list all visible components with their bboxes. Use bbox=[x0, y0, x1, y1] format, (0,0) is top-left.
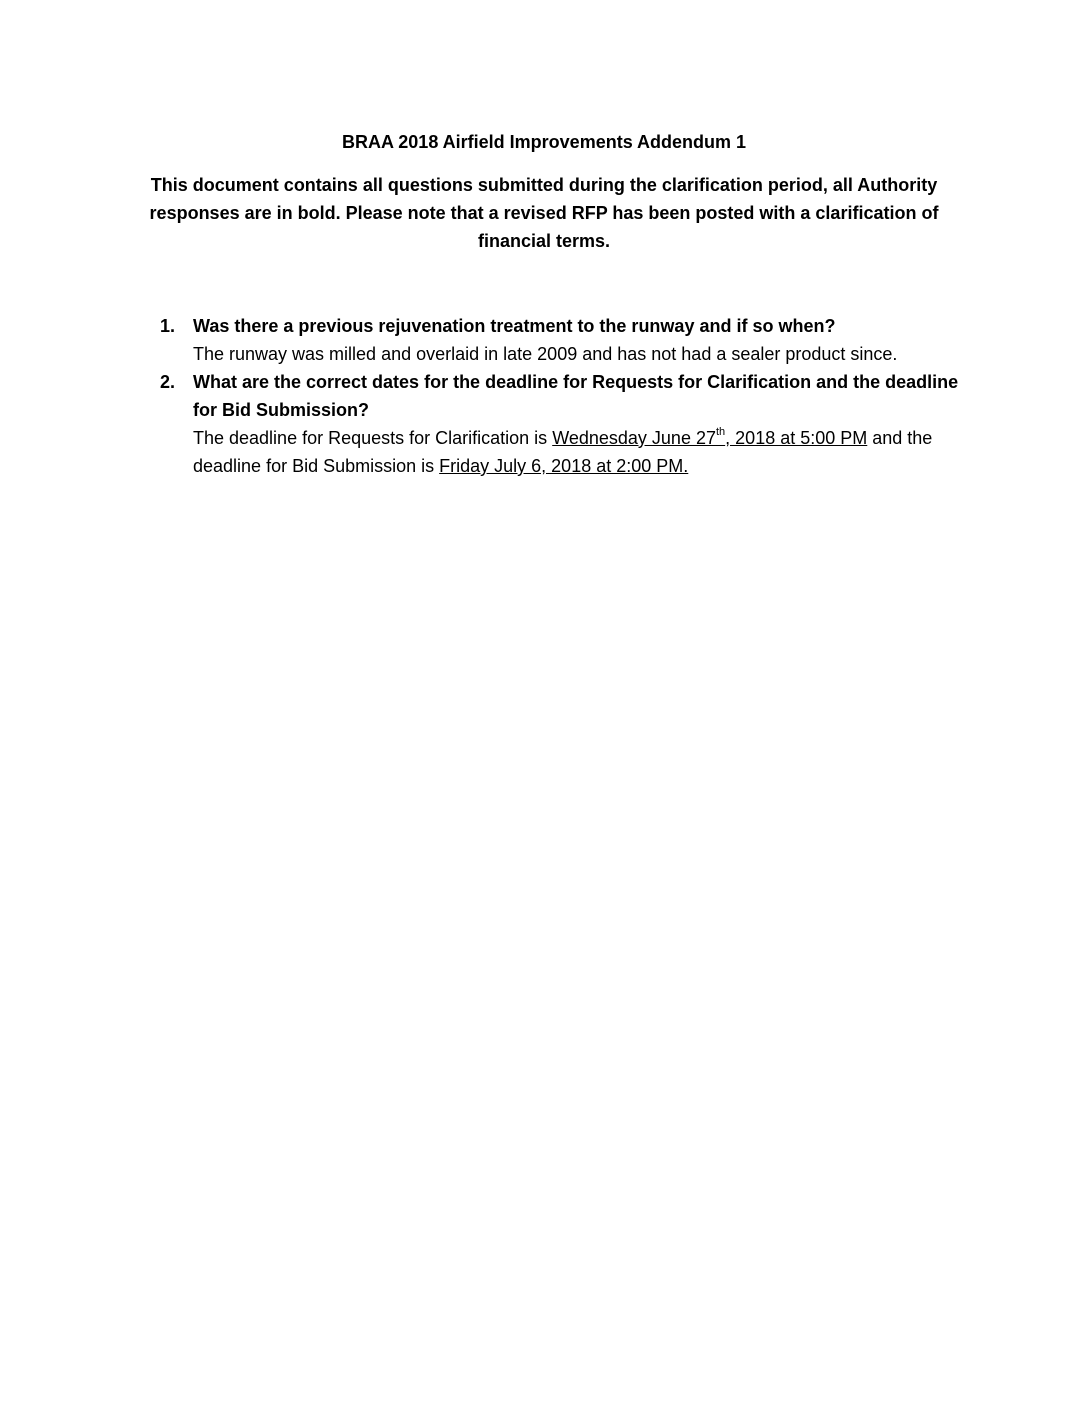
answer-text: and the deadline for Bid Submission is bbox=[193, 428, 933, 476]
qa-list bbox=[160, 312, 980, 480]
qa-item-2 bbox=[160, 368, 980, 480]
document-intro: This document contains all questions submitted during the clarification period, all Authority responses are in bold. Please note that a revised RFP has been posted with a clarification of financial terms. bbox=[149, 175, 939, 251]
qa-item-1 bbox=[160, 312, 980, 368]
qa-answer: The runway was milled and overlaid in late 2009 and has not had a sealer product since. bbox=[193, 344, 898, 364]
ordinal-suffix: th bbox=[715, 426, 726, 438]
qa-number: 2. bbox=[160, 372, 176, 392]
qa-question: Was there a previous rejuvenation treatment to the runway and if so when? bbox=[193, 316, 836, 336]
qa-number: 1. bbox=[160, 316, 176, 336]
clarification-deadline-day: Wednesday June 27 bbox=[552, 428, 716, 448]
qa-answer bbox=[193, 424, 980, 480]
qa-question: What are the correct dates for the deadline for Requests for Clarification and the deadline for Bid Submission? bbox=[193, 372, 959, 420]
clarification-deadline bbox=[552, 428, 867, 448]
bid-submission-deadline: Friday July 6, 2018 at 2:00 PM. bbox=[439, 456, 689, 476]
clarification-deadline-time: , 2018 at 5:00 PM bbox=[725, 428, 868, 448]
document-title: BRAA 2018 Airfield Improvements Addendum 1 bbox=[341, 132, 747, 152]
answer-text: The deadline for Requests for Clarification is bbox=[193, 428, 553, 448]
